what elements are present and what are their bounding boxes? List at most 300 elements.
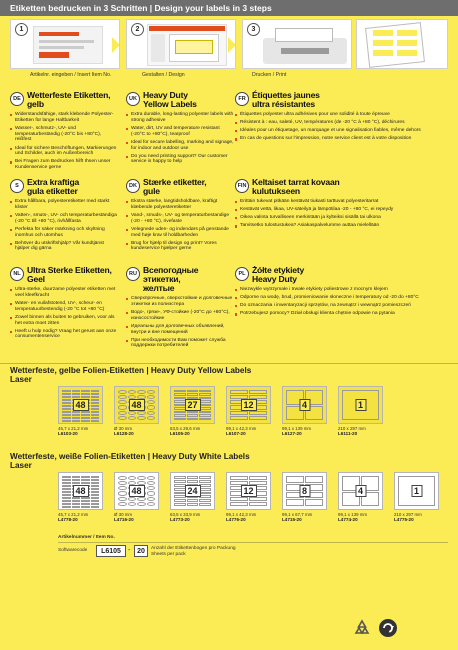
label-dimensions: 45,7 x 21,2 mm [58, 425, 89, 431]
product-tile [282, 472, 327, 532]
labels-per-sheet: 24 [184, 485, 200, 497]
label-cell [62, 411, 71, 413]
lang-title [27, 178, 79, 196]
lang-feature-item: Niezwykle wytrzymałe i trwałe etykiety poliestrowe z mocnym klejem [235, 287, 449, 293]
lang-block-fin [235, 178, 449, 231]
legend-count-box: 20 [134, 545, 148, 557]
label-cell [91, 497, 100, 499]
lang-feature-list [10, 112, 118, 171]
label-cell [128, 390, 137, 394]
label-cell [147, 416, 156, 420]
labels-per-sheet: 48 [72, 399, 88, 411]
label-cell [128, 476, 137, 480]
lang-feature-item: En cas de questions sur l'impression, notre service client est à votre disposition [235, 136, 449, 142]
label-cell [187, 476, 199, 479]
label-cell [81, 482, 90, 484]
lang-feature-list [126, 296, 234, 349]
lang-feature-item: Сверхпрочные, сверхстойкие и долговечные этикетки из полиэстера [126, 296, 234, 308]
label-cell [81, 423, 90, 424]
lang-title-line: Yellow Labels [143, 99, 197, 109]
label-cell [118, 491, 127, 495]
label-cell [230, 411, 248, 415]
lang-feature-item: Vand-, smuds-, UV- og temperaturbestandige (-20 - +80 °C), rivefaste [126, 213, 234, 225]
label-cell [286, 476, 304, 483]
lang-feature-item: Wasser-, schmutz-, UV- und temperaturbeständig (-20°C bis +80°C), reißfest [10, 126, 118, 143]
label-dimensions: 63,5 x 29,6 mm [170, 425, 201, 431]
label-cell [72, 396, 81, 398]
label-cell [249, 416, 267, 420]
label-cell [147, 486, 156, 490]
product-tile [338, 472, 383, 532]
label-dimensions: Ø 30 mm [114, 511, 133, 517]
label-cell [230, 390, 248, 394]
label-cell [72, 497, 81, 499]
label-cell [81, 390, 90, 392]
label-cell [187, 414, 199, 416]
lang-feature-item: Erittäin tukevat pitkään kestävät tiukasti tarttuvat polyesteritarrat [235, 199, 449, 205]
lang-feature-item: Behöver du utskriftshjälp? Vår kundtjänst hjälper dig gärna [10, 241, 118, 253]
lang-title-line: Étiquettes jaunes [252, 90, 320, 100]
label-sheet-image [394, 472, 439, 510]
lang-feature-list [235, 287, 449, 317]
labels-per-sheet: 48 [128, 399, 144, 411]
lang-header [235, 266, 449, 284]
label-cell [147, 497, 156, 501]
label-cell [187, 390, 199, 392]
product-tile [394, 472, 439, 532]
lang-title-line: Heavy Duty [252, 274, 297, 284]
label-cell [62, 423, 71, 424]
label-cell [147, 502, 156, 506]
lang-title-line: gule [143, 186, 160, 196]
label-cell [72, 423, 81, 424]
lang-title-line: Geel [27, 274, 45, 284]
label-cell [199, 503, 211, 506]
label-cell [72, 482, 81, 484]
label-cell [62, 506, 71, 508]
label-cell [91, 506, 100, 508]
label-cell [230, 497, 248, 501]
label-cell [199, 484, 211, 487]
product-code: L4776-20 [226, 516, 246, 522]
lang-feature-list [10, 287, 118, 340]
label-cell [72, 417, 81, 419]
lang-feature-item: Heeft u hulp nodig? Vraag het gerust aan onze consumentenservice [10, 329, 118, 341]
label-cell [72, 476, 81, 478]
labels-per-sheet: 1 [355, 399, 366, 411]
label-cell [230, 416, 248, 420]
product-code: L6128-20 [114, 430, 134, 436]
label-cell [72, 506, 81, 508]
label-cell [81, 509, 90, 510]
label-cell [62, 390, 71, 392]
label-cell [199, 397, 211, 399]
step-3-image [242, 19, 352, 69]
lang-header [235, 91, 449, 109]
label-sheet-image [170, 472, 215, 510]
lang-title-line: Keltaiset tarrat kovaan [252, 177, 340, 187]
product-code: L4778-20 [58, 516, 78, 522]
label-cell [286, 499, 304, 506]
label-cell [81, 417, 90, 419]
lang-feature-item: Water- en vuilafstotend, UV-, scheur- en temperatuurbestendig (-20 °C tot +80 °C) [10, 301, 118, 313]
label-cell [249, 390, 267, 394]
product-tile [58, 386, 103, 446]
step-1-caption: Artikelnr. eingeben / Insert Item No. [30, 72, 112, 78]
labels-per-sheet: 4 [355, 485, 366, 497]
lang-feature-list [126, 112, 234, 165]
lang-feature-item: Kestävät vettä, likaa, UV-säteilyä ja lämpötilaa -20 - +80 °C, ei repeydy [235, 207, 449, 213]
lang-header [126, 91, 234, 109]
lang-feature-item: Ideal für sichere Beschriftungen, Markierungen und Schilder, auch im Außenbereich [10, 146, 118, 158]
labels-per-sheet: 8 [299, 485, 310, 497]
label-cell [81, 500, 90, 502]
lang-title-line: Stærke etiketter, [143, 177, 207, 187]
label-cell [199, 488, 211, 491]
label-cell [91, 479, 100, 481]
lang-title-line: Extra kraftiga [27, 177, 80, 187]
label-cell [137, 416, 146, 420]
white-section-title-text: Wetterfeste, weiße Folien-Etiketten | Heavy Duty White Labels [10, 452, 250, 461]
label-cell [91, 390, 100, 392]
label-dimensions: 99,1 x 42,3 mm [226, 425, 257, 431]
legend-dash: - [128, 547, 131, 554]
product-tile [226, 386, 271, 446]
lang-title [143, 91, 197, 109]
product-tile [170, 386, 215, 446]
label-dimensions: 99,1 x 67,7 mm [282, 511, 313, 517]
lang-feature-item: Idéales pour un étiquetage, un marquage et une signalisation fiables, même dehors [235, 128, 449, 134]
lang-feature-item: Odporne na wodę, brud, promieniowanie słoneczne i temperatury od -20 do +80°C [235, 295, 449, 301]
label-dimensions: 210 x 297 mm [338, 425, 366, 431]
label-cell [91, 417, 100, 419]
lang-feature-item: Brug for hjælp til design og print? Vores kundeservice hjælper gerne [126, 241, 234, 253]
product-code: L4715-20 [282, 516, 302, 522]
lang-feature-item: Potrzebujesz pomocy? Dział obsługi klienta chętnie odpowie na pytania [235, 311, 449, 317]
label-cell [147, 476, 156, 480]
label-cell [91, 396, 100, 398]
lang-block-s [10, 178, 118, 255]
label-cell [91, 494, 100, 496]
lang-title-line: kulutukseen [252, 186, 300, 196]
label-cell [118, 400, 127, 404]
legend-code-box: L6105 [96, 545, 126, 557]
label-cell [187, 393, 199, 395]
step-2-number: 2 [131, 23, 144, 36]
label-cell [72, 393, 81, 395]
label-cell [174, 414, 186, 416]
lang-title-line: ultra résistantes [252, 99, 315, 109]
label-cell [199, 480, 211, 483]
lang-title-line: желтые [143, 283, 175, 293]
lang-feature-item: Extra hållbara, polyesteretiketter med starkt klister [10, 199, 118, 211]
label-cell [91, 509, 100, 510]
lang-feature-list [235, 199, 449, 229]
lang-feature-item: Vatten-, smuts-, UV- och temperaturbeständiga (-20 °C till +80 °C), rivhållfasta [10, 213, 118, 225]
label-dimensions: 63,5 x 33,9 mm [170, 511, 201, 517]
label-cell [118, 497, 127, 501]
lang-header [10, 91, 118, 109]
label-cell [72, 411, 81, 413]
label-cell [72, 390, 81, 392]
label-dimensions: 45,7 x 21,2 mm [58, 511, 89, 517]
legend-count-text-en: Sheets per pack [151, 551, 186, 557]
lang-code-badge: FR [235, 92, 249, 106]
label-cell [62, 491, 71, 493]
label-cell [174, 418, 186, 420]
step-2-caption: Gestalten / Design [142, 72, 185, 78]
lang-feature-list [235, 112, 449, 142]
label-cell [72, 503, 81, 505]
product-code: L4716-20 [114, 516, 134, 522]
label-sheet-image [226, 386, 271, 424]
label-cell [62, 399, 71, 401]
label-cell [199, 418, 211, 420]
label-cell [81, 476, 90, 478]
lang-feature-item: Étiquettes polyester ultra adhésives pour une solidité à toute épreuve [235, 112, 449, 118]
lang-feature-list [126, 199, 234, 252]
lang-code-badge: UK [126, 92, 140, 106]
lang-feature-item: Perfekta för säker märkning och skyltning inomhus och utomhus [10, 227, 118, 239]
label-cell [62, 476, 71, 478]
labels-per-sheet: 4 [299, 399, 310, 411]
label-sheet-image [58, 386, 103, 424]
label-cell [174, 390, 186, 392]
label-cell [147, 390, 156, 394]
lang-title [252, 178, 340, 196]
label-cell [230, 476, 248, 480]
label-sheet-image [338, 472, 383, 510]
label-cell [128, 411, 137, 415]
lang-block-dk [126, 178, 234, 255]
product-code: L6127-20 [282, 430, 302, 436]
lang-feature-list [10, 199, 118, 252]
product-code: L6111-20 [338, 430, 358, 436]
lang-feature-item: Oikea valinta turvalliseen merkintään ja kylteiksi sisällä tai ulkona [235, 215, 449, 221]
label-cell [62, 479, 71, 481]
lang-code-badge: PL [235, 267, 249, 281]
label-cell [199, 495, 211, 498]
label-sheet-image [226, 472, 271, 510]
steps-title: Etiketten bedrucken in 3 Schritten | Design your labels in 3 steps [0, 0, 458, 16]
lang-header [10, 266, 118, 284]
label-dimensions: Ø 30 mm [114, 425, 133, 431]
lang-feature-item: Widerstandsfähige, stark klebende Polyester-Etiketten für lange Haltbarkeit [10, 112, 118, 124]
label-cell [147, 405, 156, 409]
label-cell [81, 396, 90, 398]
label-cell [81, 503, 90, 505]
product-tile [282, 386, 327, 446]
label-cell [174, 499, 186, 502]
label-cell [187, 503, 199, 506]
printed-sheet-image [356, 19, 448, 69]
step-1-number: 1 [15, 23, 28, 36]
label-cell [187, 480, 199, 483]
label-cell [128, 502, 137, 506]
label-cell [147, 491, 156, 495]
lang-title [252, 91, 320, 109]
labels-per-sheet: 48 [72, 485, 88, 497]
label-cell [72, 479, 81, 481]
label-cell [249, 476, 267, 480]
label-cell [62, 417, 71, 419]
label-cell [72, 509, 81, 510]
label-sheet-image [338, 386, 383, 424]
label-sheet-image [114, 472, 159, 510]
legend-divider [58, 542, 448, 543]
label-cell [91, 402, 100, 404]
label-cell [91, 485, 100, 487]
lang-header [235, 178, 449, 196]
labels-per-sheet: 12 [240, 399, 256, 411]
label-cell [249, 502, 267, 506]
lang-header [10, 178, 118, 196]
label-cell [81, 393, 90, 395]
label-cell [91, 405, 100, 407]
label-cell [137, 502, 146, 506]
white-section-subtitle: Laser [10, 461, 32, 470]
label-cell [174, 393, 186, 395]
lang-feature-item: Velegnede uden- og indendørs på genstande med høje krav til holdbarheden [126, 227, 234, 239]
labels-per-sheet: 27 [184, 399, 200, 411]
lang-feature-item: При необходимости Вам поможет служба поддержки потребителей [126, 338, 234, 350]
lang-block-ru [126, 266, 234, 352]
label-cell [118, 476, 127, 480]
section-divider [0, 363, 458, 364]
label-cell [62, 408, 71, 410]
label-cell [128, 416, 137, 420]
label-cell [81, 420, 90, 422]
label-cell [118, 405, 127, 409]
recycle-icon [352, 618, 372, 638]
label-cell [81, 414, 90, 416]
legend-item-label: Artikelnummer / Item No. [58, 535, 115, 540]
label-cell [137, 476, 146, 480]
label-cell [81, 506, 90, 508]
label-cell [199, 411, 211, 413]
labels-per-sheet: 1 [411, 485, 422, 497]
lang-feature-item: Ultra-sterke, duurzame polyester etiketten met veel kleefkracht [10, 287, 118, 299]
label-cell [199, 400, 211, 402]
product-code: L4775-20 [394, 516, 414, 522]
step-2-image [126, 19, 236, 69]
label-cell [62, 482, 71, 484]
lang-feature-item: Résistent à : eau, saleté, UV, températures (de -20 °C à +80 °C), déchirures [235, 120, 449, 126]
lang-code-badge: DK [126, 179, 140, 193]
product-code: L4774-20 [338, 516, 358, 522]
label-cell [187, 411, 199, 413]
label-cell [91, 414, 100, 416]
labels-per-sheet: 48 [128, 485, 144, 497]
label-cell [62, 500, 71, 502]
label-cell [91, 488, 100, 490]
label-cell [199, 476, 211, 479]
lang-header [126, 266, 234, 293]
label-cell [62, 509, 71, 510]
label-cell [305, 476, 323, 483]
lang-title-line: Ultra Sterke Etiketten, [27, 265, 112, 275]
label-cell [147, 395, 156, 399]
lang-feature-item: Water, dirt, UV and temperature resistant (-20°C to +80°C), tearproof [126, 126, 234, 138]
label-cell [199, 414, 211, 416]
label-cell [81, 479, 90, 481]
label-cell [118, 416, 127, 420]
label-cell [199, 393, 211, 395]
label-cell [137, 497, 146, 501]
product-tile [58, 472, 103, 532]
step-2-arrow-icon [228, 37, 236, 53]
label-cell [249, 411, 267, 415]
label-cell [174, 411, 186, 413]
label-cell [81, 411, 90, 413]
step-3-caption: Drucken / Print [252, 72, 287, 78]
lang-code-badge: DE [10, 92, 24, 106]
lang-feature-item: Zowel binnen als buiten te gebruiken, voor als het extra moet zitten [10, 315, 118, 327]
label-sheet-image [170, 386, 215, 424]
lang-feature-item: Do oznaczania i inwentaryzacji sprzętów, na zewnątrz i wewnątrz pomieszczeń [235, 303, 449, 309]
lang-block-nl [10, 266, 118, 343]
lang-feature-item: Do you need printing support? Our customer service is happy to help [126, 154, 234, 166]
legend-count-text [151, 546, 236, 557]
lang-feature-item: Ideal for secure labelling, marking and signage, for indoor and outdoor use [126, 140, 234, 152]
step-3-number: 3 [247, 23, 260, 36]
label-sheet-image [114, 386, 159, 424]
label-cell [118, 502, 127, 506]
label-cell [91, 491, 100, 493]
lang-code-badge: S [10, 179, 24, 193]
label-cell [62, 414, 71, 416]
lang-feature-item: Водо-, грязе-, УФ-стойкие (-20°C до +80°C), износостойкие [126, 310, 234, 322]
label-cell [147, 411, 156, 415]
label-cell [147, 400, 156, 404]
label-cell [62, 393, 71, 395]
label-dimensions: 210 x 297 mm [394, 511, 422, 517]
lang-feature-item: Tarvitsetko tulostustukea? Asiakaspalvelumme auttaa mielellään [235, 223, 449, 229]
product-tile [338, 386, 383, 446]
label-cell [249, 497, 267, 501]
label-cell [199, 404, 211, 406]
lang-feature-item: Extra durable, long-lasting polyester labels with strong adhesive [126, 112, 234, 124]
label-cell [137, 411, 146, 415]
label-cell [118, 486, 127, 490]
yellow-section-subtitle: Laser [10, 375, 32, 384]
label-dimensions: 99,1 x 139 mm [338, 511, 368, 517]
lang-feature-item: Идеальны для долговечных объявлений, внутри и вне помещений [126, 324, 234, 336]
lang-title-line: gelb [27, 99, 44, 109]
label-sheet-image [282, 386, 327, 424]
label-cell [305, 499, 323, 506]
label-cell [174, 480, 186, 483]
lang-code-badge: NL [10, 267, 24, 281]
lang-title-line: Żółte etykiety [252, 265, 305, 275]
label-cell [62, 402, 71, 404]
label-cell [91, 408, 100, 410]
label-cell [72, 414, 81, 416]
label-cell [91, 399, 100, 401]
product-code: L6103-20 [58, 430, 78, 436]
label-cell [118, 395, 127, 399]
label-cell [62, 485, 71, 487]
label-sheet-image [282, 472, 327, 510]
product-tile [114, 386, 159, 446]
lang-title-line: Всепогодные этикетки, [143, 265, 199, 284]
label-cell [137, 390, 146, 394]
labels-per-sheet: 12 [240, 485, 256, 497]
label-cell [118, 390, 127, 394]
lang-title [143, 266, 234, 293]
label-cell [72, 500, 81, 502]
lang-header [126, 178, 234, 196]
